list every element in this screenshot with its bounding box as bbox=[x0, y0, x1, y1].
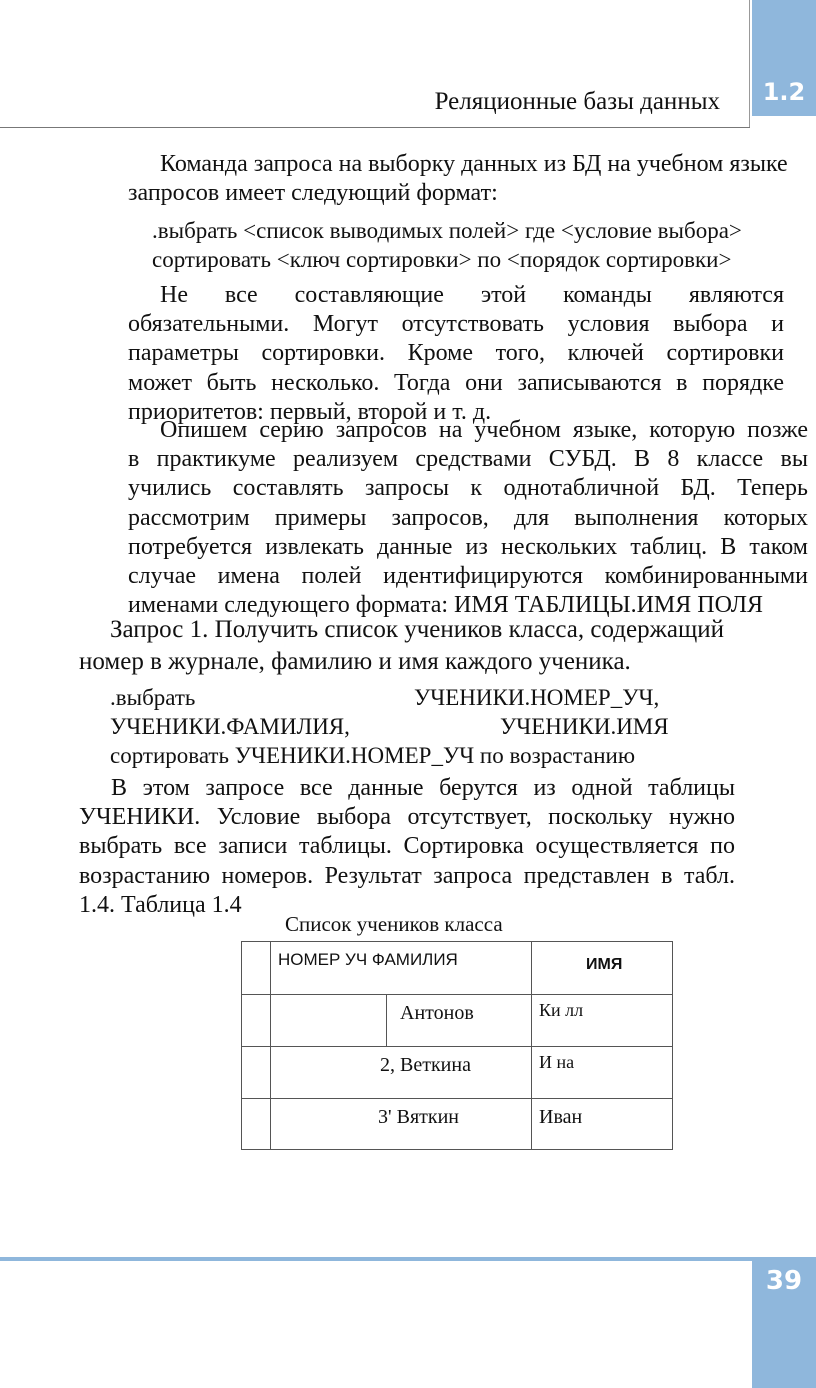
paragraph-line: случае имена полей идентифицируются комбинированными bbox=[128, 563, 808, 590]
table-header-number-surname: НОМЕР УЧ ФАМИЛИЯ bbox=[278, 950, 458, 969]
paragraph-line: параметры сортировки. Кроме того, ключей сортировки bbox=[128, 340, 784, 367]
students-table bbox=[241, 941, 673, 1150]
paragraph-line: именами следующего формата: ИМЯ ТАБЛИЦЫ.ИМЯ ПОЛЯ bbox=[128, 592, 764, 619]
table-cell-surname: 3' Вяткин bbox=[378, 1106, 460, 1128]
paragraph-line: Не все составляющие этой команды являются bbox=[160, 282, 784, 308]
query-1-select-keyword: .выбрать bbox=[110, 685, 196, 710]
paragraph-query-explanation bbox=[79, 774, 735, 920]
header-divider-vertical bbox=[749, 0, 750, 128]
table-row-divider bbox=[242, 994, 672, 995]
section-number: 1.2 bbox=[762, 78, 806, 106]
running-header-title: Реляционные базы данных bbox=[434, 88, 720, 115]
intro-line-1: Команда запроса на выборку данных из БД на учебном языке bbox=[160, 151, 788, 177]
paragraph-line: 1.4. Таблица 1.4 bbox=[79, 891, 242, 918]
query-1-field-surname: УЧЕНИКИ.ФАМИЛИЯ, bbox=[110, 714, 350, 739]
table-cell-name: Ки лл bbox=[539, 1000, 584, 1020]
paragraph-line: в практикуме реализуем средствами СУБД. В 8 классе вы bbox=[128, 446, 808, 473]
paragraph-line: потребуется извлекать данные из нескольких таблиц. В таком bbox=[128, 533, 808, 560]
table-cell-surname: Антонов bbox=[400, 1002, 474, 1024]
paragraph-line: УЧЕНИКИ. Условие выбора отсутствует, поскольку нужно bbox=[79, 804, 735, 831]
table-row-divider bbox=[242, 1046, 672, 1047]
table-cell-name: Иван bbox=[539, 1106, 583, 1128]
query-1-line-1: Запрос 1. Получить список учеников класса, содержащий bbox=[110, 616, 724, 643]
table-row-divider bbox=[242, 1098, 672, 1099]
paragraph-series-of-queries bbox=[128, 416, 808, 620]
query-1-line-2: номер в журнале, фамилию и имя каждого ученика. bbox=[79, 648, 631, 675]
table-header-name: ИМЯ bbox=[586, 956, 623, 973]
paragraph-line: В этом запросе все данные берутся из одной таблицы bbox=[111, 775, 735, 801]
paragraph-optional-parts bbox=[128, 281, 784, 427]
paragraph-line: выбрать все записи таблицы. Сортировка осуществляется по bbox=[79, 833, 735, 860]
query-1-sort-line: сортировать УЧЕНИКИ.НОМЕР_УЧ по возрастанию bbox=[110, 743, 636, 768]
query-1-field-number: УЧЕНИКИ.НОМЕР_УЧ, bbox=[414, 685, 660, 710]
page-number: 39 bbox=[765, 1266, 803, 1296]
paragraph-line: обязательными. Могут отсутствовать условия выбора и bbox=[128, 311, 784, 338]
paragraph-line: приоритетов: первый, второй и т. д. bbox=[128, 398, 492, 425]
footer-rule bbox=[0, 1257, 752, 1261]
paragraph-line: рассмотрим примеры запросов, для выполнения которых bbox=[128, 504, 808, 531]
paragraph-line: может быть несколько. Тогда они записываются в порядке bbox=[128, 369, 784, 396]
table-column-divider bbox=[386, 994, 387, 1046]
paragraph-line: Опишем серию запросов на учебном языке, которую позже bbox=[160, 417, 808, 443]
query-1-field-name: УЧЕНИКИ.ИМЯ bbox=[500, 714, 669, 739]
paragraph-line: возрастанию номеров. Результат запроса представлен в табл. bbox=[79, 862, 735, 889]
paragraph-line: учились составлять запросы к однотабличной БД. Теперь bbox=[128, 475, 808, 502]
table-caption: Список учеников класса bbox=[285, 912, 503, 936]
table-cell-name: И на bbox=[539, 1052, 575, 1072]
header-rule bbox=[0, 127, 750, 128]
format-line-1: .выбрать <список выводимых полей> где <условие выбора> bbox=[152, 218, 742, 243]
table-cell-surname: 2, Веткина bbox=[380, 1054, 471, 1076]
intro-line-2: запросов имеет следующий формат: bbox=[128, 180, 498, 206]
format-line-2: сортировать <ключ сортировки> по <порядок сортировки> bbox=[152, 247, 732, 272]
